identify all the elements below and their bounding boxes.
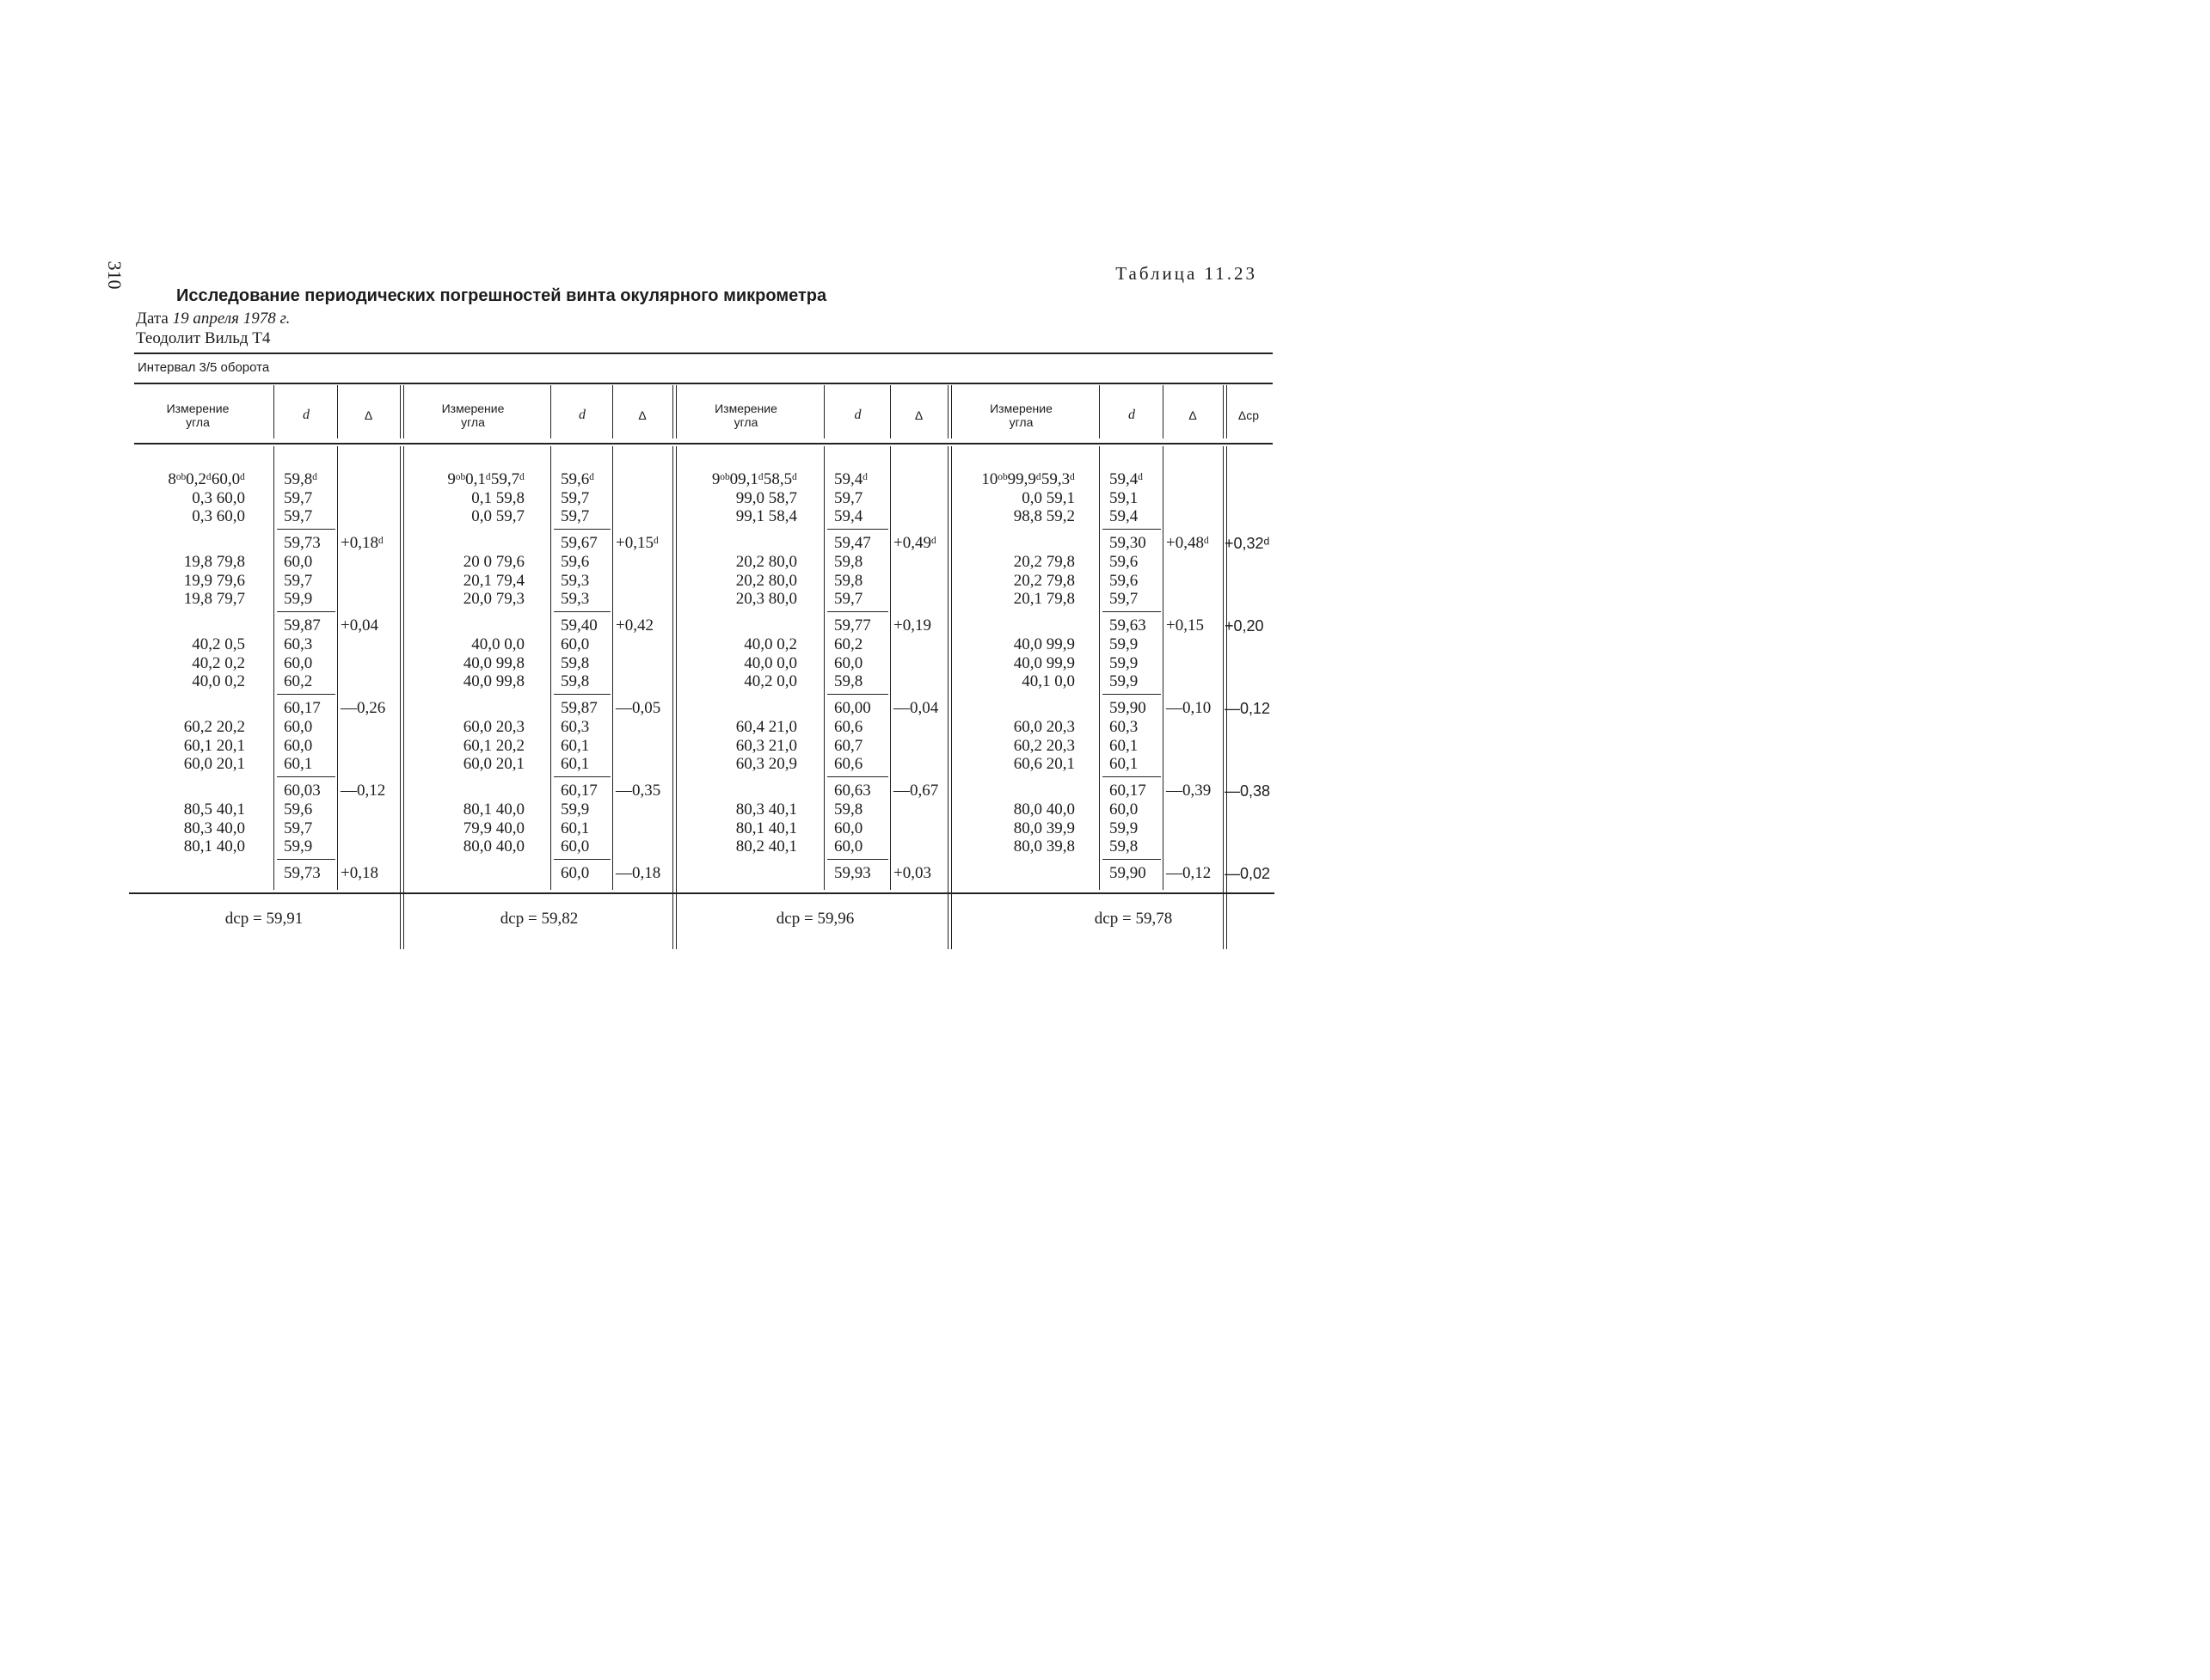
d-value: 60,3 — [561, 718, 590, 736]
mean-rule — [1102, 776, 1161, 777]
column-divider — [273, 446, 274, 890]
header-d — [826, 394, 890, 437]
header-delta: Δ — [1188, 408, 1197, 422]
mean-rule — [1102, 859, 1161, 860]
angle-reading: 60,4 21,0 — [735, 718, 797, 736]
column-divider — [824, 446, 825, 890]
header-angle — [407, 394, 539, 437]
header-d-label: d — [579, 408, 586, 422]
d-value: 59,3 — [561, 571, 590, 590]
d-value: 59,7 — [561, 488, 590, 507]
mean-rule — [1102, 694, 1161, 695]
header-angle-label: Измерение угла — [990, 402, 1053, 429]
d-value: 60,0 — [284, 553, 313, 571]
header-delta: Δ — [364, 408, 373, 422]
d-value: 59,4ᵈ — [1109, 470, 1144, 488]
header-top-rule — [134, 383, 1273, 384]
mean-d-value: 59,87 — [284, 616, 321, 635]
top-rule — [134, 353, 1273, 354]
mean-rule — [277, 859, 335, 860]
d-average: dср = 59,91 — [224, 910, 304, 928]
angle-reading: 20 0 79,6 — [463, 553, 525, 571]
block-divider — [403, 446, 404, 949]
header-angle-label: Измерение угла — [441, 402, 505, 429]
mean-rule — [277, 776, 335, 777]
header-delta-avg: Δср — [1237, 408, 1260, 422]
column-divider — [1099, 446, 1100, 890]
angle-reading: 20,2 80,0 — [735, 571, 797, 590]
angle-reading: 20,2 79,8 — [1013, 571, 1075, 590]
mean-d-value: 59,30 — [1109, 534, 1146, 552]
delta-value: —0,05 — [616, 699, 661, 717]
d-value: 59,8 — [834, 800, 863, 819]
delta-value: —0,39 — [1166, 782, 1212, 800]
delta-value: +0,04 — [341, 616, 378, 635]
d-value: 59,6 — [561, 553, 590, 571]
d-value: 60,0 — [284, 653, 313, 672]
mean-d-value: 60,00 — [834, 699, 871, 717]
angle-reading: 60,0 20,1 — [463, 755, 525, 773]
column-divider — [890, 446, 891, 890]
d-value: 60,3 — [284, 635, 313, 653]
mean-d-value: 59,90 — [1109, 864, 1146, 882]
delta-value: —0,12 — [341, 782, 386, 800]
d-value: 59,9 — [1109, 653, 1139, 672]
d-value: 60,0 — [284, 718, 313, 736]
angle-reading: 40,2 0,5 — [192, 635, 245, 653]
header-divider — [550, 385, 551, 438]
d-average: dср = 59,96 — [776, 910, 855, 928]
instrument-line: Теодолит Вильд Т4 — [136, 329, 271, 347]
block-divider — [676, 385, 677, 438]
d-value: 60,1 — [1109, 736, 1139, 755]
header-d-label: d — [303, 408, 310, 422]
d-value: 59,6 — [1109, 553, 1139, 571]
d-value: 60,0 — [561, 635, 590, 653]
angle-reading: 60,1 20,2 — [463, 736, 525, 755]
d-value: 60,1 — [1109, 755, 1139, 773]
angle-reading: 80,1 40,0 — [463, 800, 525, 819]
delta-value: +0,15 — [1166, 616, 1204, 635]
d-value: 60,1 — [561, 736, 590, 755]
d-value: 59,8 — [561, 653, 590, 672]
angle-reading: 10ᵒᵇ99,9ᵈ59,3ᵈ — [981, 470, 1075, 488]
d-value: 59,8 — [561, 672, 590, 690]
header-divider — [337, 385, 338, 438]
angle-reading: 80,0 39,9 — [1013, 819, 1075, 837]
mean-d-value: 59,77 — [834, 616, 871, 635]
d-average: dср = 59,78 — [1094, 910, 1173, 928]
d-value: 59,6 — [284, 800, 313, 819]
header-d — [552, 394, 612, 437]
d-value: 59,9 — [1109, 819, 1139, 837]
delta-value: +0,49ᵈ — [893, 534, 936, 552]
delta-average-value: —0,38 — [1225, 782, 1271, 800]
date-prefix: Дата — [136, 310, 169, 328]
block-divider — [672, 385, 673, 438]
column-divider — [550, 446, 551, 890]
header-divider — [1099, 385, 1100, 438]
page-title: Исследование периодических погрешностей винта окулярного микрометра — [176, 286, 827, 305]
mean-d-value: 59,73 — [284, 864, 321, 882]
angle-reading: 80,1 40,0 — [183, 837, 245, 855]
d-value: 59,4 — [834, 507, 863, 525]
d-value: 59,7 — [284, 488, 313, 507]
mean-rule — [277, 529, 335, 530]
delta-value: —0,04 — [893, 699, 939, 717]
angle-reading: 40,0 0,0 — [744, 653, 797, 672]
delta-value: —0,67 — [893, 782, 939, 800]
mean-rule — [277, 611, 335, 612]
d-value: 59,8 — [834, 672, 863, 690]
angle-reading: 80,1 40,1 — [735, 819, 797, 837]
header-d — [275, 394, 337, 437]
mean-d-value: 59,73 — [284, 534, 321, 552]
d-value: 59,9 — [1109, 635, 1139, 653]
mean-d-value: 59,87 — [561, 699, 598, 717]
header-angle — [955, 394, 1088, 437]
interval-label: Интервал 3/5 оборота — [138, 360, 270, 375]
mean-d-value: 60,17 — [561, 782, 598, 800]
angle-reading: 80,3 40,1 — [735, 800, 797, 819]
delta-value: +0,19 — [893, 616, 931, 635]
block-divider — [400, 446, 401, 949]
delta-value: +0,03 — [893, 864, 931, 882]
header-delta: Δ — [914, 408, 924, 422]
d-value: 59,1 — [1109, 488, 1139, 507]
angle-reading: 20,1 79,8 — [1013, 590, 1075, 608]
d-value: 60,0 — [834, 653, 863, 672]
mean-d-value: 60,63 — [834, 782, 871, 800]
d-value: 59,7 — [284, 819, 313, 837]
angle-reading: 60,3 21,0 — [735, 736, 797, 755]
angle-reading: 40,0 0,2 — [744, 635, 797, 653]
angle-reading: 0,3 60,0 — [192, 507, 245, 525]
angle-reading: 60,2 20,3 — [1013, 736, 1075, 755]
angle-reading: 0,1 59,8 — [471, 488, 525, 507]
angle-reading: 60,3 20,9 — [735, 755, 797, 773]
header-divider — [890, 385, 891, 438]
d-value: 59,9 — [284, 590, 313, 608]
mean-d-value: 60,17 — [284, 699, 321, 717]
mean-d-value: 59,67 — [561, 534, 598, 552]
mean-rule — [827, 859, 888, 860]
d-value: 59,8 — [834, 553, 863, 571]
d-value: 60,1 — [561, 755, 590, 773]
mean-rule — [827, 611, 888, 612]
delta-value: —0,26 — [341, 699, 386, 717]
angle-reading: 79,9 40,0 — [463, 819, 525, 837]
d-value: 59,7 — [834, 488, 863, 507]
angle-reading: 0,0 59,7 — [471, 507, 525, 525]
angle-reading: 19,8 79,7 — [183, 590, 245, 608]
column-divider — [612, 446, 613, 890]
angle-reading: 60,6 20,1 — [1013, 755, 1075, 773]
mean-d-value: 59,93 — [834, 864, 871, 882]
delta-average-value: —0,02 — [1225, 865, 1271, 882]
d-value: 59,7 — [1109, 590, 1139, 608]
header-angle — [679, 394, 813, 437]
angle-reading: 20,3 80,0 — [735, 590, 797, 608]
delta-value: +0,18ᵈ — [341, 534, 384, 552]
header-bottom-rule — [134, 443, 1273, 445]
angle-reading: 9ᵒᵇ09,1ᵈ58,5ᵈ — [711, 470, 797, 488]
angle-reading: 60,0 20,3 — [1013, 718, 1075, 736]
d-value: 60,0 — [1109, 800, 1139, 819]
mean-rule — [827, 776, 888, 777]
mean-d-value: 59,63 — [1109, 616, 1146, 635]
table-label: Таблица 11.23 — [1115, 263, 1257, 284]
angle-reading: 40,0 99,9 — [1013, 635, 1075, 653]
angle-reading: 9ᵒᵇ0,1ᵈ59,7ᵈ — [447, 470, 525, 488]
header-divider — [612, 385, 613, 438]
angle-reading: 98,8 59,2 — [1013, 507, 1075, 525]
column-divider — [337, 446, 338, 890]
d-value: 59,3 — [561, 590, 590, 608]
d-value: 59,8ᵈ — [284, 470, 318, 488]
angle-reading: 40,2 0,2 — [192, 653, 245, 672]
angle-reading: 99,0 58,7 — [735, 488, 797, 507]
bottom-rule — [129, 892, 1274, 894]
angle-reading: 19,9 79,6 — [183, 571, 245, 590]
date-line — [136, 310, 290, 328]
d-value: 59,8 — [1109, 837, 1139, 855]
d-value: 60,2 — [834, 635, 863, 653]
angle-reading: 60,0 20,3 — [463, 718, 525, 736]
header-divider — [273, 385, 274, 438]
d-value: 59,7 — [284, 571, 313, 590]
angle-reading: 40,0 99,9 — [1013, 653, 1075, 672]
block-divider — [676, 446, 677, 949]
page-number: 310 — [104, 261, 126, 290]
angle-reading: 60,2 20,2 — [183, 718, 245, 736]
delta-value: —0,12 — [1166, 864, 1212, 882]
delta-value: —0,10 — [1166, 699, 1212, 717]
delta-value: —0,35 — [616, 782, 661, 800]
angle-reading: 80,5 40,1 — [183, 800, 245, 819]
angle-reading: 40,0 99,8 — [463, 672, 525, 690]
d-value: 59,7 — [834, 590, 863, 608]
d-value: 60,0 — [834, 819, 863, 837]
delta-value: —0,18 — [616, 864, 661, 882]
angle-reading: 0,3 60,0 — [192, 488, 245, 507]
d-value: 59,7 — [284, 507, 313, 525]
block-divider — [400, 385, 401, 438]
block-divider — [403, 385, 404, 438]
header-divider — [824, 385, 825, 438]
angle-reading: 80,3 40,0 — [183, 819, 245, 837]
d-value: 59,6ᵈ — [561, 470, 595, 488]
mean-rule — [554, 611, 611, 612]
block-divider — [951, 385, 952, 438]
delta-average-value: +0,32ᵈ — [1225, 535, 1270, 552]
d-value: 59,7 — [561, 507, 590, 525]
angle-reading: 20,2 80,0 — [735, 553, 797, 571]
mean-rule — [827, 694, 888, 695]
angle-reading: 19,8 79,8 — [183, 553, 245, 571]
header-d-label: d — [854, 408, 862, 422]
angle-reading: 20,1 79,4 — [463, 571, 525, 590]
header-delta: Δ — [638, 408, 647, 422]
mean-rule — [554, 859, 611, 860]
mean-rule — [827, 529, 888, 530]
mean-d-value: 60,03 — [284, 782, 321, 800]
block-divider — [672, 446, 673, 949]
angle-reading: 40,2 0,0 — [744, 672, 797, 690]
mean-rule — [554, 694, 611, 695]
d-average: dср = 59,82 — [500, 910, 579, 928]
d-value: 59,9 — [561, 800, 590, 819]
header-angle-label: Измерение угла — [166, 402, 230, 429]
angle-reading: 60,0 20,1 — [183, 755, 245, 773]
d-value: 59,8 — [834, 571, 863, 590]
angle-reading: 80,0 39,8 — [1013, 837, 1075, 855]
angle-reading: 60,1 20,1 — [183, 736, 245, 755]
block-divider — [1223, 385, 1224, 438]
d-value: 60,3 — [1109, 718, 1139, 736]
angle-reading: 40,0 99,8 — [463, 653, 525, 672]
delta-value: +0,18 — [341, 864, 378, 882]
mean-d-value: 59,40 — [561, 616, 598, 635]
delta-value: +0,42 — [616, 616, 654, 635]
header-d — [1101, 394, 1163, 437]
delta-value: +0,15ᵈ — [616, 534, 659, 552]
mean-rule — [554, 776, 611, 777]
angle-reading: 20,0 79,3 — [463, 590, 525, 608]
d-value: 60,1 — [284, 755, 313, 773]
angle-reading: 80,2 40,1 — [735, 837, 797, 855]
delta-average-value: —0,12 — [1225, 700, 1271, 717]
angle-reading: 40,0 0,0 — [471, 635, 525, 653]
angle-reading: 40,0 0,2 — [192, 672, 245, 690]
angle-reading: 8ᵒᵇ0,2ᵈ60,0ᵈ — [168, 470, 245, 488]
angle-reading: 20,2 79,8 — [1013, 553, 1075, 571]
date-value: 19 апреля 1978 г. — [172, 310, 291, 328]
angle-reading: 40,1 0,0 — [1022, 672, 1075, 690]
delta-value: +0,48ᵈ — [1166, 534, 1209, 552]
angle-reading: 80,0 40,0 — [1013, 800, 1075, 819]
mean-d-value: 60,17 — [1109, 782, 1146, 800]
d-value: 60,0 — [561, 837, 590, 855]
d-value: 60,7 — [834, 736, 863, 755]
d-value: 59,4 — [1109, 507, 1139, 525]
d-value: 60,1 — [561, 819, 590, 837]
d-value: 60,6 — [834, 718, 863, 736]
header-angle — [133, 394, 262, 437]
d-value: 59,6 — [1109, 571, 1139, 590]
block-divider — [951, 446, 952, 949]
d-value: 60,0 — [834, 837, 863, 855]
delta-average-value: +0,20 — [1225, 617, 1264, 635]
d-value: 60,6 — [834, 755, 863, 773]
mean-rule — [1102, 529, 1161, 530]
mean-d-value: 60,0 — [561, 864, 590, 882]
angle-reading: 99,1 58,4 — [735, 507, 797, 525]
header-d-label: d — [1128, 408, 1135, 422]
d-value: 59,9 — [1109, 672, 1139, 690]
mean-rule — [1102, 611, 1161, 612]
d-value: 60,2 — [284, 672, 313, 690]
angle-reading: 80,0 40,0 — [463, 837, 525, 855]
mean-rule — [277, 694, 335, 695]
d-value: 59,9 — [284, 837, 313, 855]
mean-d-value: 59,47 — [834, 534, 871, 552]
header-angle-label: Измерение угла — [715, 402, 777, 429]
block-divider — [1223, 446, 1224, 949]
d-value: 60,0 — [284, 736, 313, 755]
d-value: 59,4ᵈ — [834, 470, 869, 488]
angle-reading: 0,0 59,1 — [1022, 488, 1075, 507]
mean-d-value: 59,90 — [1109, 699, 1146, 717]
mean-rule — [554, 529, 611, 530]
